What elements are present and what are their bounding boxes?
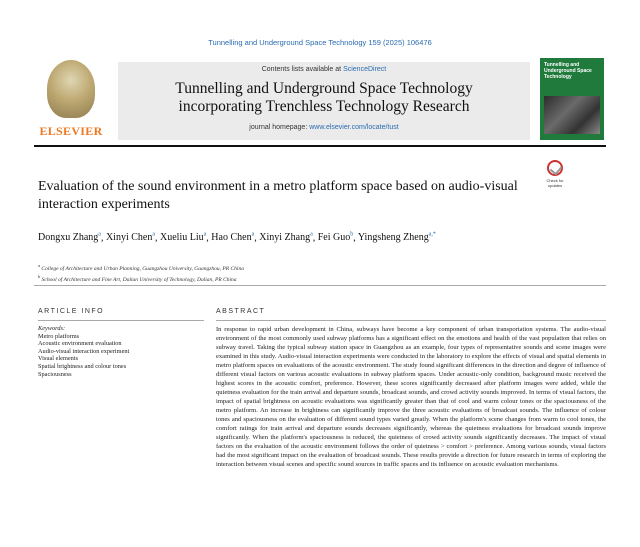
check-updates-label: Check for updates <box>546 178 564 188</box>
elsevier-tree-icon <box>47 60 95 118</box>
sciencedirect-link[interactable]: ScienceDirect <box>343 66 387 73</box>
contents-prefix: Contents lists available at <box>261 66 344 73</box>
abstract-heading: ABSTRACT <box>216 308 266 315</box>
keywords-block <box>38 325 204 378</box>
journal-reference[interactable]: Tunnelling and Underground Space Technology 159 (2025) 106476 <box>208 38 432 47</box>
affiliations <box>38 262 598 284</box>
author[interactable]: Yingsheng Zheng$^{a,*}$ <box>357 232 436 244</box>
article-info-rule <box>38 320 204 321</box>
check-for-updates-button[interactable] <box>540 158 570 190</box>
abstract-rule <box>216 320 606 321</box>
journal-title-line2: incorporating Trenchless Technology Research <box>178 98 470 115</box>
homepage-prefix: journal homepage: <box>249 124 310 131</box>
affiliation: $^a$ College of Architecture and Urban Planning, Guangzhou University, Guangzhou, PR China <box>38 263 244 272</box>
author[interactable]: Xueliu Liu$^a$ <box>160 232 207 244</box>
cover-image <box>544 96 600 134</box>
affiliation-divider <box>34 285 606 286</box>
publisher-name: ELSEVIER <box>39 124 103 138</box>
keyword: Visual elements <box>38 355 79 363</box>
abstract-text: In response to rapid urban development in China, subways have become a key component of urban transportation systems. The audio-visual environment of the most commonly used subway platforms has a significant effect on the emotions and health of the vast population that relies on subway travel. Taking the typical subway station space in Guangzhou as an example, four types of representative sounds and scene images were examined in this study. Audio-visual interaction experiments were conducted in the laboratory to explore the effects of visual and spatial elements in metro platform spaces on evaluations of the acoustic environment. The study found significant differences in the direction and degree of influence of different visual factors on various acoustic evaluations in subway platform spaces. Under acoustic-only condition, background music received the highest scores in the acoustic comfort, preference. However, these scores significantly decreased after platform images were added, while the quietness evaluation for the train arrival and departure sounds, broadcast sounds, and crowd activity sounds improved. In terms of visual factors, the impact of spatial brightness on acoustic evaluations was significantly greater than that of cool and warm colour tones or the spaciousness of the metro platform. An increase in brightness can significantly improve the three acoustic evaluations of broadcast sounds. The influence of colour tones and spaciousness on the evaluation of different sound types varied greatly. When the platform's scene changes from warm to cool tones, the comfort ratings for train arrival and departure sounds decreases significantly, whereas the quietness evaluations for broadcast sounds improve significantly. When the platform's spaciousness is reduced, the quietness of crowd activity sounds significantly decreases. The impact of visual factors on the evaluation of the acoustic environment follows the order of quietness > comfort > preference. Among various sounds, visual factors had the most significant impact on the evaluation of broadcast sounds. These results provide a direction for future research in terms of exploring the interaction between visual scenes and specific sound sources in traffic spaces and its influence on acoustic evaluation mechanisms. <box>216 326 606 468</box>
check-updates-icon <box>547 160 563 176</box>
keyword: Audio-visual interaction experiment <box>38 347 130 355</box>
author[interactable]: Xinyi Chen$^a$ <box>105 232 156 244</box>
author[interactable]: Fei Guo$^b$ <box>317 232 354 244</box>
cover-title: Tunnelling and Underground Space Technology <box>544 62 592 80</box>
author[interactable]: Hao Chen$^a$ <box>211 232 255 244</box>
masthead-divider <box>34 145 606 147</box>
homepage-link[interactable]: www.elsevier.com/locate/tust <box>309 124 399 131</box>
affiliation: $^b$ School of Architecture and Fine Art, Dalian University of Technology, Dalian, PR China <box>38 273 237 283</box>
author[interactable]: Dongxu Zhang$^a$ <box>38 232 101 244</box>
elsevier-logo <box>38 58 104 140</box>
author[interactable]: Xinyi Zhang$^a$ <box>259 232 313 244</box>
keyword: Spaciousness <box>38 370 72 378</box>
article-info-heading: ARTICLE INFO <box>38 308 105 315</box>
journal-title <box>118 80 530 116</box>
article-title: Evaluation of the sound environment in a metro platform space based on audio-visual interaction experiments <box>38 179 518 212</box>
journal-cover[interactable] <box>540 58 604 140</box>
keyword: Metro platforms <box>38 332 80 340</box>
author-list: Dongxu Zhang$^a$, Xinyi Chen$^a$, Xueliu Liu$^a$, Hao Chen$^a$, Xinyi Zhang$^a$, Fei Guo$^b$, Yingsheng Zheng$^{a,*}$ <box>38 232 436 244</box>
journal-homepage <box>118 124 530 131</box>
keyword: Acoustic environment evaluation <box>38 340 122 348</box>
contents-lists <box>118 66 530 73</box>
masthead-box <box>118 62 530 140</box>
keyword: Spatial brightness and colour tones <box>38 362 127 370</box>
journal-title-line1: Tunnelling and Underground Space Technology <box>175 80 473 97</box>
keywords-label: Keywords: <box>38 325 66 332</box>
